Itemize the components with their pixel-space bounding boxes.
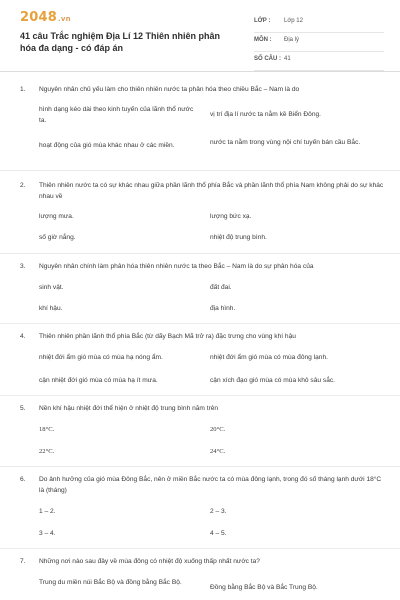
- option-a[interactable]: 1 – 2.: [39, 508, 56, 515]
- option-a[interactable]: Trung du miền núi Bắc Bộ và đồng bằng Bắc Bộ.: [39, 579, 182, 586]
- question-text: Những nơi nào sau đây về mùa đông có nhiệt độ xuống thấp nhất nước ta?: [39, 558, 260, 565]
- option-a[interactable]: hình dạng kéo dài theo kinh tuyến của lãnh thổ nước ta.: [39, 106, 194, 124]
- option-b[interactable]: lượng bức xạ.: [210, 213, 252, 220]
- question-text: Nguyên nhân chủ yếu làm cho thiên nhiên nước ta phân hóa theo chiều Bắc – Nam là do: [39, 86, 300, 93]
- logo-suffix: .vn: [57, 15, 71, 23]
- option-d[interactable]: cận xích đạo gió mùa có mùa khô sâu sắc.: [210, 377, 335, 384]
- meta-key: MÔN :: [254, 37, 272, 43]
- question-number: 6.: [20, 476, 26, 483]
- question-divider: [0, 548, 400, 549]
- option-d[interactable]: địa hình.: [210, 305, 236, 312]
- question-number: 5.: [20, 405, 26, 412]
- meta-table: [254, 14, 384, 71]
- option-c[interactable]: hoạt động của gió mùa khác nhau ở các miền.: [39, 142, 175, 149]
- meta-value: 41: [284, 56, 291, 62]
- meta-row-subject: [254, 33, 384, 52]
- option-b[interactable]: nhiệt đới ẩm gió mùa có mùa đông lạnh.: [210, 354, 328, 361]
- option-a[interactable]: sinh vật.: [39, 284, 64, 291]
- question-number: 4.: [20, 333, 26, 340]
- document-header: [0, 0, 400, 66]
- meta-value: Lớp 12: [284, 18, 303, 24]
- question-divider: [0, 395, 400, 396]
- question-text: Thiên nhiên nước ta có sự khác nhau giữa phần lãnh thổ phía Bắc và phần lãnh thổ phía Nam không phải do sự khác nhau về: [39, 182, 384, 200]
- option-b[interactable]: Đồng bằng Bắc Bộ và Bắc Trung Bộ.: [210, 584, 318, 591]
- option-a[interactable]: nhiệt đới ẩm gió mùa có mùa hạ nóng ẩm.: [39, 354, 163, 361]
- question-divider: [0, 466, 400, 467]
- meta-row-class: [254, 14, 384, 33]
- question-text: Nguyên nhân chính làm phân hóa thiên nhiên nước ta theo Bắc – Nam là do sự phân hóa của: [39, 263, 314, 270]
- meta-row-count: [254, 52, 384, 71]
- meta-key: SỐ CÂU :: [254, 56, 281, 62]
- option-c[interactable]: khí hậu.: [39, 305, 63, 312]
- question-number: 3.: [20, 263, 26, 270]
- option-c[interactable]: số giờ nắng.: [39, 234, 76, 241]
- option-c[interactable]: 3 – 4.: [39, 530, 56, 537]
- option-b[interactable]: 20°C.: [210, 426, 226, 433]
- option-a[interactable]: lượng mưa.: [39, 213, 74, 220]
- option-c[interactable]: 22°C.: [39, 448, 55, 455]
- option-d[interactable]: nước ta nằm trong vùng nội chí tuyến bán cầu Bắc.: [210, 139, 361, 146]
- question-divider: [0, 253, 400, 254]
- option-d[interactable]: nhiệt độ trung bình.: [210, 234, 267, 241]
- option-b[interactable]: 2 – 3.: [210, 508, 227, 515]
- question-divider: [0, 170, 400, 171]
- option-d[interactable]: 24°C.: [210, 448, 226, 455]
- question-number: 7.: [20, 558, 26, 565]
- option-b[interactable]: đất đai.: [210, 284, 232, 291]
- option-a[interactable]: 18°C.: [39, 426, 55, 433]
- question-text: Thiên nhiên phần lãnh thổ phía Bắc (từ dãy Bạch Mã trở ra) đặc trưng cho vùng khí hậu: [39, 333, 296, 340]
- logo-main: 2048: [20, 10, 57, 25]
- question-text: Do ảnh hưởng của gió mùa Đông Bắc, nên ở miền Bắc nước ta có mùa đông lạnh, trong đó số tháng lạnh dưới 18°C là (tháng): [39, 476, 382, 494]
- question-divider: [0, 323, 400, 324]
- site-logo[interactable]: [20, 10, 71, 25]
- question-number: 2.: [20, 182, 26, 189]
- option-d[interactable]: 4 – 5.: [210, 530, 227, 537]
- question-text: Nền khí hậu nhiệt đới thể hiện ở nhiệt độ trung bình năm trên: [39, 405, 219, 412]
- option-c[interactable]: cận nhiệt đới gió mùa có mùa hạ ít mưa.: [39, 377, 158, 384]
- page-title: 41 câu Trắc nghiệm Địa Lí 12 Thiên nhiên phân hóa đa dạng - có đáp án: [20, 31, 221, 53]
- meta-key: LỚP :: [254, 18, 271, 24]
- option-b[interactable]: vị trí địa lí nước ta nằm kề Biển Đông.: [210, 111, 321, 118]
- question-number: 1.: [20, 86, 26, 93]
- meta-value: Địa lý: [284, 37, 300, 43]
- header-divider: [0, 71, 400, 72]
